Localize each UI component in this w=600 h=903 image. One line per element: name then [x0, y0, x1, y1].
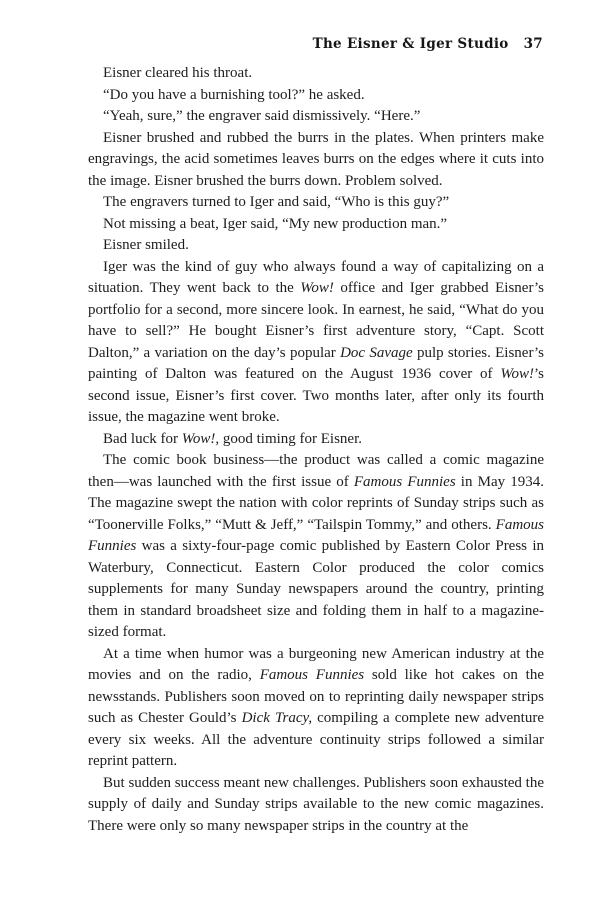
text-run: “Yeah, sure,” the engraver said dismissively. “Here.” [103, 108, 421, 124]
text-run: sold like hot cakes on the newsstands. Publishers soon moved on to reprinting daily newspaper strips such as Chester Gould’s [88, 667, 544, 726]
paragraph [88, 192, 544, 214]
text-run: “Do you have a burnishing tool?” he asked. [103, 86, 365, 103]
paragraph [88, 106, 544, 128]
text-run: The engravers turned to Iger and said, “Who is this guy?” [103, 194, 450, 210]
chapter-title: The Eisner & Iger Studio [312, 36, 509, 52]
paragraph [88, 235, 544, 257]
italic-text-run: Doc Savage [340, 344, 413, 361]
text-run: office and Iger grabbed Eisner’s portfolio for a second, more sincere look. In earnest, he said, “What do you have to sell?” He bought Eisner’s first adventure story, “Capt. Scott Dalton,” a variation on the day’s popular [88, 280, 545, 361]
text-run: Eisner cleared his throat. [103, 65, 253, 81]
paragraph [88, 214, 544, 236]
text-run: The comic book business—the product was called a comic magazine then—was launched with the first issue of [88, 452, 544, 490]
italic-text-run: Wow! [500, 366, 534, 382]
paragraph [88, 128, 544, 193]
italic-text-run: Famous Funnies [88, 516, 544, 554]
page-number: 37 [523, 36, 543, 52]
text-run: compiling a complete new adventure every six weeks. All the adventure continuity strips followed a similar reprint pattern. [88, 710, 545, 769]
body-text [88, 63, 544, 837]
text-run: ’s second issue, Eisner’s first cover. Two months later, after only its fourth issue, the magazine went broke. [88, 366, 544, 425]
italic-text-run: Dick Tracy, [241, 710, 313, 726]
text-run: was a sixty-four-page comic published by Eastern Color Press in Waterbury, Connecticut. Eastern Color produced the color comics supplements for many Sunday newspapers around the country, printing them in standard broadsheet size and folding them in half to a magazine-sized format. [88, 538, 544, 640]
italic-text-run: Wow! [300, 280, 334, 296]
text-run: Bad luck for [103, 430, 182, 447]
paragraph [88, 773, 544, 838]
paragraph [88, 63, 544, 85]
text-run: Eisner smiled. [103, 237, 189, 253]
paragraph [88, 644, 544, 773]
text-run: Not missing a beat, Iger said, “My new production man.” [103, 215, 448, 232]
paragraph [88, 450, 544, 644]
text-run: Eisner brushed and rubbed the burrs in the plates. When printers make engravings, the acid sometimes leaves burrs on the edges where it cuts into the image. Eisner brushed the burrs down. Problem solved. [88, 129, 544, 189]
text-run: Iger was the kind of guy who always found a way of capitalizing on a situation. They went back to the [88, 258, 544, 296]
paragraph [88, 85, 544, 107]
text-run: in May 1934. The magazine swept the nation with color reprints of Sunday strips such as “Toonerville Folks,” “Mutt & Jeff,” “Tailspin Tommy,” and others. [88, 473, 544, 533]
italic-text-run: Famous Funnies [353, 473, 456, 490]
italic-text-run: Famous Funnies [259, 667, 365, 683]
paragraph [88, 257, 544, 429]
text-run: good timing for Eisner. [219, 430, 363, 447]
text-run: But sudden success meant new challenges. Publishers soon exhausted the supply of daily and Sunday strips available to the new comic magazines. There were only so many newspaper strips in the country at the [88, 774, 544, 834]
italic-text-run: Wow!, [181, 430, 220, 447]
text-run: pulp stories. Eisner’s painting of Dalton was featured on the August 1936 cover of [88, 344, 545, 382]
paragraph [88, 429, 544, 451]
text-run: At a time when humor was a burgeoning new American industry at the movies and on the radio, [88, 645, 544, 683]
running-header [88, 36, 543, 52]
